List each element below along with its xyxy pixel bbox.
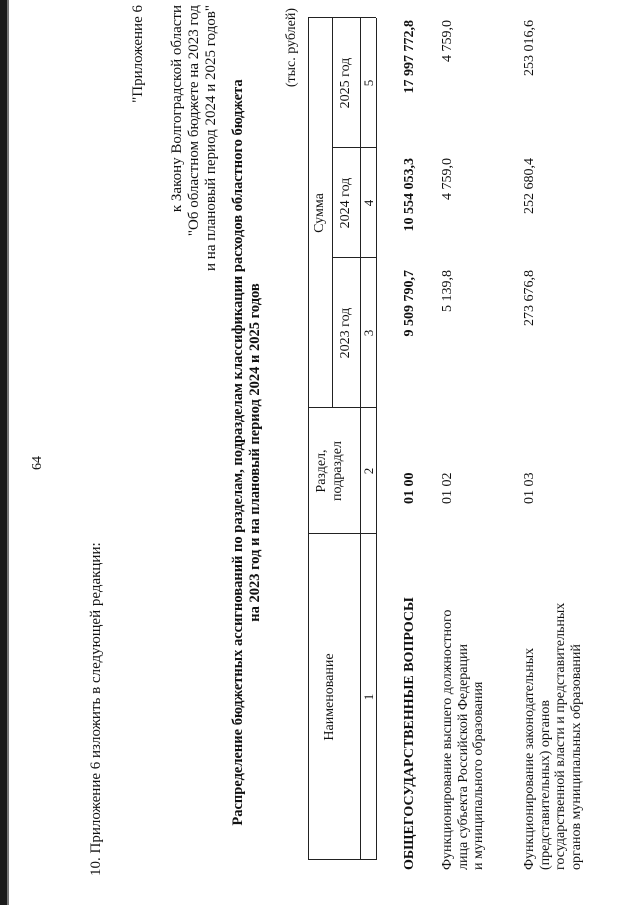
col-number: 3 [361, 329, 376, 337]
units-label: (тыс. рублей) [284, 8, 299, 88]
appendix-header [130, 5, 220, 405]
table-row-value-2024: 4 759,0 [440, 158, 455, 200]
appendix-ref-line: и на плановый период 2024 и 2025 годов" [203, 5, 219, 271]
table-row-code: 01 00 [402, 472, 417, 504]
table-row-value-2023: 9 509 790,7 [402, 270, 417, 337]
header-2023: 2023 год [338, 307, 353, 359]
col-number: 5 [361, 79, 376, 87]
header-section: Раздел, подраздел [314, 440, 345, 502]
table-row-value-2023: 273 676,8 [522, 270, 537, 326]
appendix-title: "Приложение 6 [130, 5, 146, 103]
table-row-value-2024: 252 680,4 [522, 158, 537, 214]
table-title-line: на 2023 год и на плановый период 2024 и 2025 годов [247, 283, 263, 622]
page-number: 64 [30, 456, 45, 470]
table-row-name: Функционирование высшего должностного лица субъекта Российской Федерации и муниципального образования [440, 609, 486, 870]
sum-divider [332, 18, 333, 408]
table-row-value-2025: 4 759,0 [440, 20, 455, 62]
col-number: 4 [361, 199, 376, 207]
scan-edge-shadow [7, 0, 9, 905]
table-row-value-2023: 5 139,8 [440, 270, 455, 312]
header-2025: 2025 год [338, 57, 353, 109]
header-2024: 2024 год [338, 177, 353, 229]
table-row-code: 01 02 [440, 472, 455, 504]
scan-edge [0, 0, 7, 905]
table-row-name: ОБЩЕГОСУДАРСТВЕННЫЕ ВОПРОСЫ [402, 597, 417, 870]
table-row-value-2024: 10 554 053,3 [402, 158, 417, 232]
table-title-line: Распределение бюджетных ассигнований по разделам, подразделам классификации расходов областного бюджета [230, 79, 246, 826]
table-row-value-2025: 253 016,6 [522, 20, 537, 76]
col-number: 2 [361, 467, 376, 475]
table-border-top [308, 18, 309, 860]
header-sum: Сумма [312, 193, 327, 233]
table-row-value-2025: 17 997 772,8 [402, 20, 417, 94]
header-name: Наименование [322, 653, 337, 741]
intro-paragraph: 10. Приложение 6 изложить в следующей редакции: [88, 542, 104, 876]
rotated-document-page [12, 5, 632, 900]
appendix-ref-line: к Закону Волгоградской области [169, 5, 185, 213]
appendix-ref-line: "Об областном бюджете на 2023 год [186, 5, 202, 237]
table-row-code: 01 03 [522, 472, 537, 504]
table-title [230, 5, 264, 900]
table-row-name: Функционирование законодательных (представительных) органов государственной власти и представительных органов муниципальных образований [522, 602, 584, 870]
col-number: 1 [361, 693, 376, 701]
